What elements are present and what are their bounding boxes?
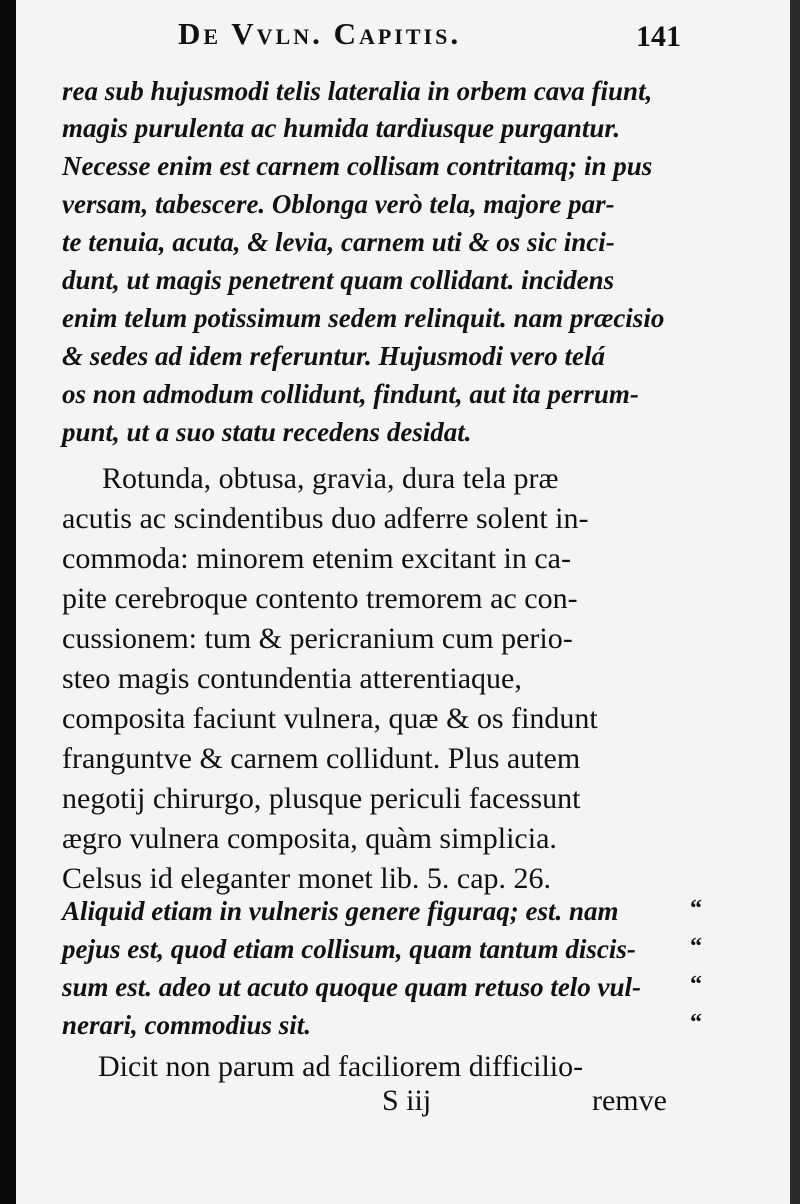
text-line: franguntve & carnem collidunt. Plus autem <box>62 742 581 775</box>
quotation-mark: “ <box>690 934 702 960</box>
italic-paragraph <box>62 76 686 456</box>
text-line: Necesse enim est carnem collisam contritamq; in pus <box>62 151 653 181</box>
binding-shadow <box>0 0 16 1204</box>
text-line: te tenuia, acuta, & levia, carnem uti & os sic inci- <box>62 227 615 257</box>
page-footer <box>0 1084 800 1124</box>
text-line: enim telum potissimum sedem relinquit. nam præcisio <box>62 303 665 333</box>
text-line: os non admodum collidunt, findunt, aut ita perrum- <box>62 379 639 409</box>
quotation-mark: “ <box>690 1010 702 1036</box>
text-line: rea sub hujusmodi telis lateralia in orbem cava fiunt, <box>62 76 653 106</box>
text-line: Celsus id eleganter monet lib. 5. cap. 26. <box>62 862 552 895</box>
running-title: De Vvln. Capitis. <box>178 16 462 51</box>
text-line: magis purulenta ac humida tardiusque purgantur. <box>62 113 621 143</box>
text-line: commoda: minorem etenim excitant in ca- <box>62 542 571 575</box>
text-line: acutis ac scindentibus duo adferre solent in- <box>62 502 589 535</box>
page-number: 141 <box>636 20 681 53</box>
text-line: punt, ut a suo statu recedens desidat. <box>62 417 472 447</box>
text-line: Dicit non parum ad faciliorem difficilio- <box>98 1050 584 1083</box>
quote-line: Aliquid etiam in vulneris genere figuraq; est. nam <box>62 896 619 926</box>
text-line: versam, tabescere. Oblonga verò tela, majore par- <box>62 189 615 219</box>
text-line: & sedes ad idem referuntur. Hujusmodi vero telá <box>62 341 606 371</box>
catchword: remve <box>592 1084 667 1117</box>
text-line: dunt, ut magis penetrent quam collidant. incidens <box>62 265 615 295</box>
quote-line: nerari, commodius sit. <box>62 1010 312 1040</box>
text-line: steo magis contundentia atterentiaque, <box>62 662 522 695</box>
celsus-quotation <box>62 896 686 1056</box>
quotation-mark: “ <box>690 896 702 922</box>
page-edge-shadow <box>790 0 800 1204</box>
text-line: Rotunda, obtusa, gravia, dura tela præ <box>102 462 559 495</box>
text-line: ægro vulnera composita, quàm simplicia. <box>62 822 557 855</box>
quote-line: pejus est, quod etiam collisum, quam tantum discis- <box>62 934 636 964</box>
quote-line: sum est. adeo ut acuto quoque quam retuso telo vul- <box>62 972 642 1002</box>
text-line: negotij chirurgo, plusque periculi facessunt <box>62 782 581 815</box>
signature-mark: S iij <box>382 1084 432 1117</box>
page-header <box>0 14 800 58</box>
text-line: pite cerebroque contento tremorem ac con- <box>62 582 578 615</box>
quotation-mark: “ <box>690 972 702 998</box>
text-line: composita faciunt vulnera, quæ & os findunt <box>62 702 598 735</box>
text-line: cussionem: tum & pericranium cum perio- <box>62 622 573 655</box>
roman-paragraph <box>62 462 686 895</box>
